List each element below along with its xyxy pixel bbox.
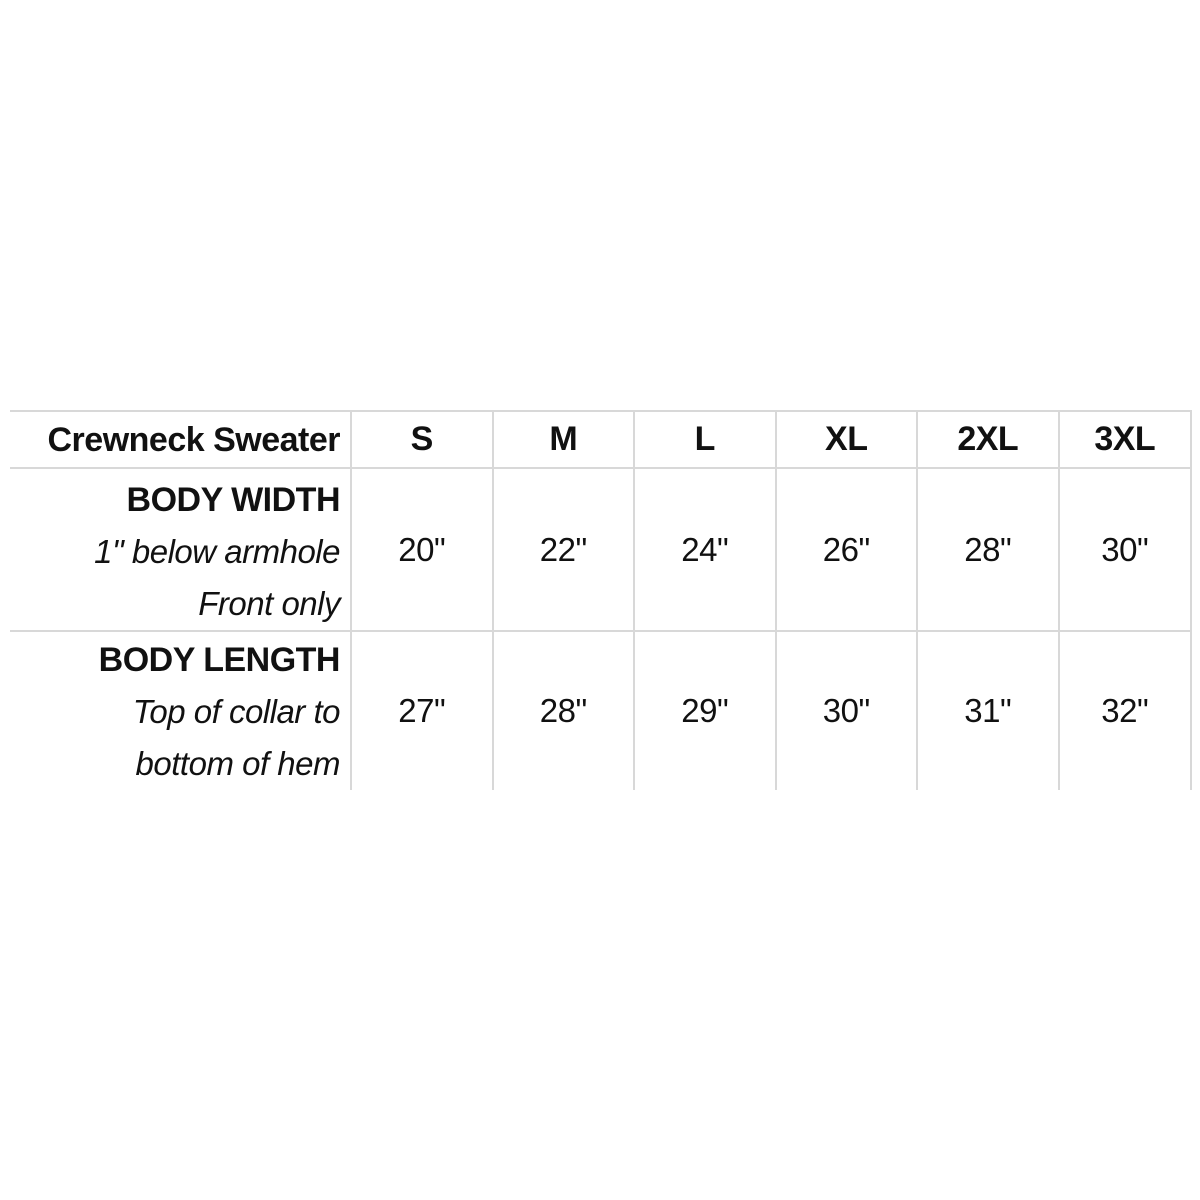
measurement-value: 31" (918, 632, 1060, 790)
measurement-value: 28" (918, 469, 1060, 630)
body-length-row (10, 632, 1192, 790)
table-title: Crewneck Sweater (10, 412, 352, 467)
size-chart-table (10, 410, 1192, 790)
size-header-m: M (494, 412, 636, 467)
size-header-l: L (635, 412, 777, 467)
measurement-note: Front only (198, 585, 340, 622)
body-width-row (10, 469, 1192, 632)
measurement-note: 1" below armhole (94, 533, 340, 570)
measurement-value: 27" (352, 632, 494, 790)
measurement-value: 26" (777, 469, 919, 630)
body-width-label (10, 469, 352, 630)
table-header-row (10, 412, 1192, 469)
size-header-3xl: 3XL (1060, 412, 1193, 467)
measurement-title: BODY WIDTH (126, 481, 340, 519)
measurement-value: 30" (1060, 469, 1193, 630)
body-length-label (10, 632, 352, 790)
measurement-note: bottom of hem (135, 745, 340, 782)
size-header-s: S (352, 412, 494, 467)
size-header-xl: XL (777, 412, 919, 467)
measurement-value: 30" (777, 632, 919, 790)
measurement-value: 22" (494, 469, 636, 630)
measurement-value: 24" (635, 469, 777, 630)
measurement-value: 20" (352, 469, 494, 630)
measurement-title: BODY LENGTH (98, 641, 340, 679)
measurement-note: Top of collar to (132, 693, 340, 730)
measurement-value: 32" (1060, 632, 1193, 790)
size-header-2xl: 2XL (918, 412, 1060, 467)
measurement-value: 29" (635, 632, 777, 790)
measurement-value: 28" (494, 632, 636, 790)
